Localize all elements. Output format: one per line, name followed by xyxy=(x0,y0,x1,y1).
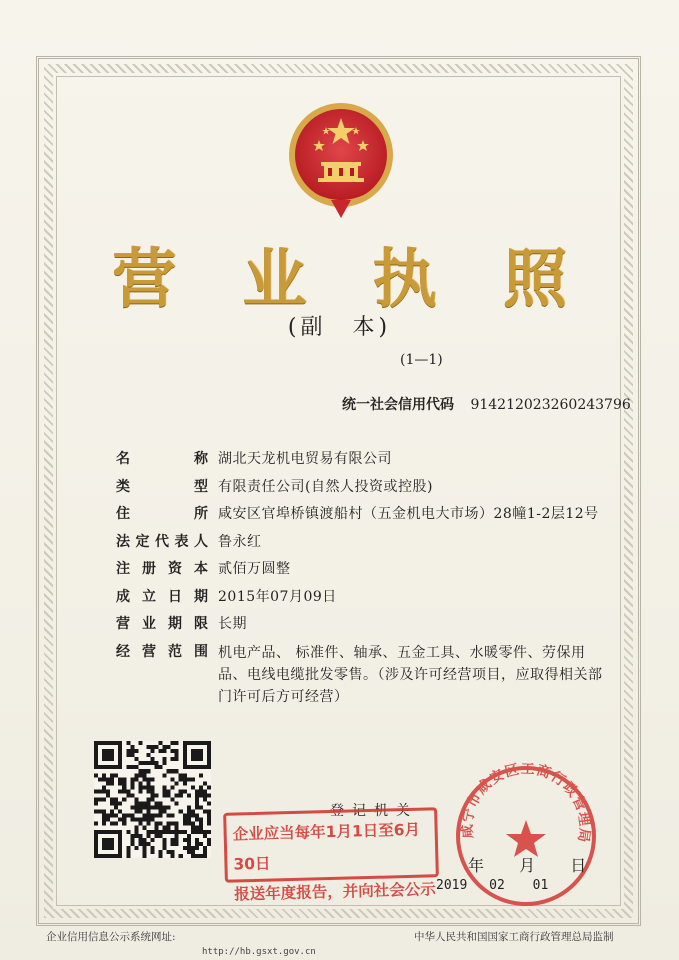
registration-date xyxy=(436,878,548,893)
footer-issuer: 中华人民共和国国家工商行政管理总局监制 xyxy=(414,931,614,943)
field-type xyxy=(116,477,606,505)
credit-code-label: 统一社会信用代码 xyxy=(342,397,454,413)
field-address xyxy=(116,504,606,532)
field-value: 贰佰万圆整 xyxy=(218,561,291,577)
field-scope xyxy=(116,642,606,708)
field-term xyxy=(116,614,606,642)
field-label: 法定代表人 xyxy=(116,533,208,550)
footer-website-link[interactable]: http://hb.gsxt.gov.cn xyxy=(202,947,316,957)
credit-code-row xyxy=(342,394,631,414)
month-label: 月 xyxy=(519,856,536,875)
field-value: 咸安区官埠桥镇渡船村（五金机电大市场）28幢1-2层12号 xyxy=(218,506,599,522)
field-value: 鲁永红 xyxy=(218,533,262,550)
field-capital xyxy=(116,559,606,587)
field-label: 成立日期 xyxy=(116,588,208,605)
field-established xyxy=(116,587,606,615)
field-label: 住所 xyxy=(116,506,208,522)
date-day: 01 xyxy=(532,878,549,893)
date-month: 02 xyxy=(489,878,505,893)
national-emblem-icon xyxy=(286,100,396,220)
qr-code-icon[interactable] xyxy=(94,741,211,858)
field-value: 湖北天龙机电贸易有限公司 xyxy=(218,451,392,467)
field-value: 有限责任公司(自然人投资或控股) xyxy=(218,478,433,495)
registration-date-labels xyxy=(468,853,586,876)
field-name xyxy=(116,449,606,477)
field-label: 经营范围 xyxy=(116,643,208,660)
date-year: 2019 xyxy=(436,878,468,893)
license-fields xyxy=(116,449,606,708)
field-label: 注册资本 xyxy=(116,561,208,577)
footer-website-label: 企业信用信息公示系统网址: xyxy=(46,931,176,943)
field-label: 名称 xyxy=(116,451,208,467)
credit-code-value: 914212023260243796 xyxy=(470,397,631,413)
field-value: 2015年07月09日 xyxy=(218,588,337,605)
seal-text: 咸宁市咸安区工商行政管理局 xyxy=(459,762,593,845)
field-legal-rep xyxy=(116,532,606,560)
field-label: 类型 xyxy=(116,478,208,495)
field-value: 长期 xyxy=(218,616,247,632)
annual-report-stamp xyxy=(223,807,439,904)
document-title: 营 业 执 照 xyxy=(112,242,589,317)
stamp-line: 企业应当每年1月1日至6月30日 xyxy=(232,820,421,874)
stamp-line: 报送年度报告，并向社会公示 xyxy=(234,880,436,904)
field-label: 营业期限 xyxy=(116,616,208,632)
copy-number: (1—1) xyxy=(400,352,443,368)
day-label: 日 xyxy=(570,856,587,875)
field-value: 机电产品、 标准件、轴承、五金工具、水暖零件、劳保用品、电线电缆批发零售。（涉及许可经营项目，应取得相关部门许可后方可经营） xyxy=(218,644,603,705)
document-subtitle: (副 本) xyxy=(287,315,392,340)
registration-authority-label: 登记机关 xyxy=(330,803,418,819)
year-label: 年 xyxy=(468,856,485,875)
